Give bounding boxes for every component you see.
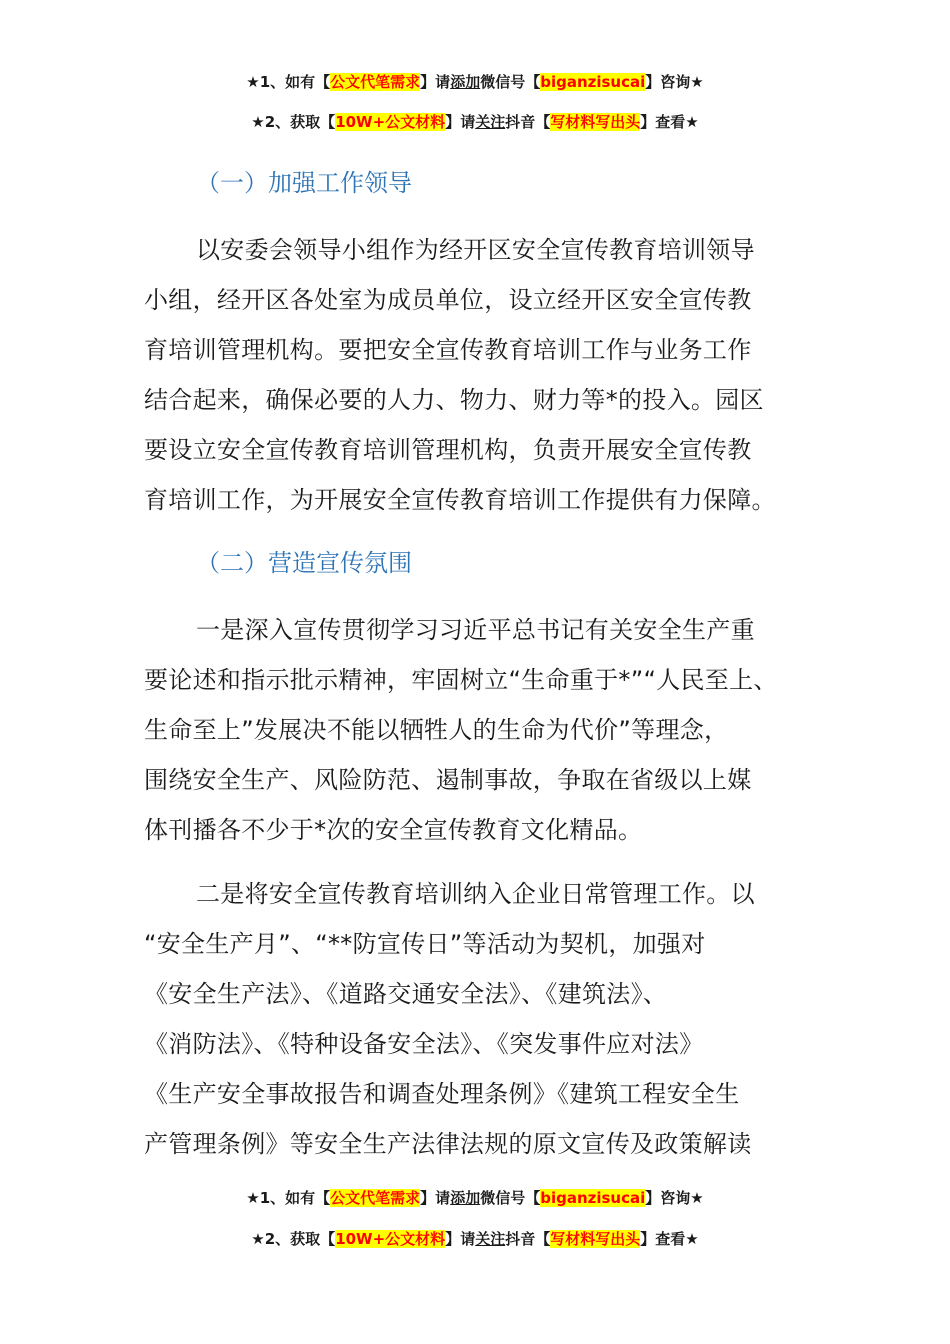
banner-text: 微信号【	[480, 1189, 541, 1207]
banner-wechat-id: biganzisucai	[540, 73, 646, 91]
paragraph-line: 围绕安全生产、风险防范、遏制事故，争取在省级以上媒	[144, 766, 752, 794]
banner-wechat-id: biganzisucai	[540, 1189, 646, 1207]
paragraph-line: 《安全生产法》、《道路交通安全法》、《建筑法》、	[144, 980, 668, 1008]
paragraph-line: 体刊播各不少于*次的安全宣传教育文化精品。	[144, 816, 643, 844]
banner-emphasis: 关注	[475, 113, 506, 131]
paragraph-2	[144, 605, 810, 855]
banner-text: 】请	[445, 1230, 476, 1248]
banner-suffix: 】查看★	[640, 113, 699, 131]
paragraph-line: 要设立安全宣传教育培训管理机构，负责开展安全宣传教	[144, 436, 752, 464]
banner-text: 抖音【	[505, 113, 551, 131]
paragraph-line: 育培训管理机构。要把安全宣传教育培训工作与业务工作	[144, 336, 752, 364]
banner-text: 微信号【	[480, 73, 541, 91]
banner-text: 抖音【	[505, 1230, 551, 1248]
banner-douyin-id: 写材料写出头	[550, 1230, 641, 1248]
paragraph-line: 《生产安全事故报告和调查处理条例》《建筑工程安全生	[144, 1080, 740, 1108]
paragraph-line: “安全生产月”、“**防宣传日”等活动为契机，加强对	[144, 930, 706, 958]
paragraph-line: 《消防法》、《特种设备安全法》、《突发事件应对法》	[144, 1030, 704, 1058]
paragraph-1	[144, 225, 810, 525]
paragraph-line: 产管理条例》等安全生产法律法规的原文宣传及政策解读	[144, 1130, 752, 1158]
banner-suffix: 】咨询★	[645, 1189, 704, 1207]
banner-highlight: 公文代笔需求	[330, 73, 421, 91]
paragraph-3	[144, 869, 810, 1169]
banner-emphasis: 关注	[475, 1230, 506, 1248]
banner-prefix: ★1、如有【	[246, 73, 331, 91]
banner-douyin-id: 写材料写出头	[550, 113, 641, 131]
section-heading-1: （一）加强工作领导	[196, 169, 412, 197]
promo-banner-top-1	[0, 72, 950, 92]
banner-prefix: ★1、如有【	[246, 1189, 331, 1207]
paragraph-line: 结合起来，确保必要的人力、物力、财力等*的投入。园区	[144, 386, 764, 414]
banner-prefix: ★2、获取【	[251, 1230, 336, 1248]
paragraph-line: 生命至上”发展决不能以牺牲人的生命为代价”等理念，	[144, 716, 729, 744]
paragraph-line: 小组，经开区各处室为成员单位，设立经开区安全宣传教	[144, 286, 752, 314]
banner-emphasis: 添加	[450, 73, 481, 91]
paragraph-line: 要论述和指示批示精神，牢固树立“生命重于*”“人民至上、	[144, 666, 778, 694]
banner-suffix: 】查看★	[640, 1230, 699, 1248]
banner-emphasis: 添加	[450, 1189, 481, 1207]
banner-prefix: ★2、获取【	[251, 113, 336, 131]
banner-highlight: 10W+公文材料	[335, 1230, 446, 1248]
banner-text: 】请	[420, 73, 451, 91]
banner-highlight: 10W+公文材料	[335, 113, 446, 131]
section-heading-2: （二）营造宣传氛围	[196, 549, 412, 577]
banner-text: 】请	[420, 1189, 451, 1207]
promo-banner-bottom-1	[0, 1188, 950, 1208]
paragraph-line: 以安委会领导小组作为经开区安全宣传教育培训领导	[196, 236, 755, 264]
banner-highlight: 公文代笔需求	[330, 1189, 421, 1207]
banner-text: 】请	[445, 113, 476, 131]
paragraph-line: 二是将安全宣传教育培训纳入企业日常管理工作。以	[196, 880, 755, 908]
promo-banner-top-2	[0, 112, 950, 132]
paragraph-line: 一是深入宣传贯彻学习习近平总书记有关安全生产重	[196, 616, 755, 644]
banner-suffix: 】咨询★	[645, 73, 704, 91]
paragraph-line: 育培训工作，为开展安全宣传教育培训工作提供有力保障。	[144, 486, 776, 514]
promo-banner-bottom-2	[0, 1229, 950, 1249]
